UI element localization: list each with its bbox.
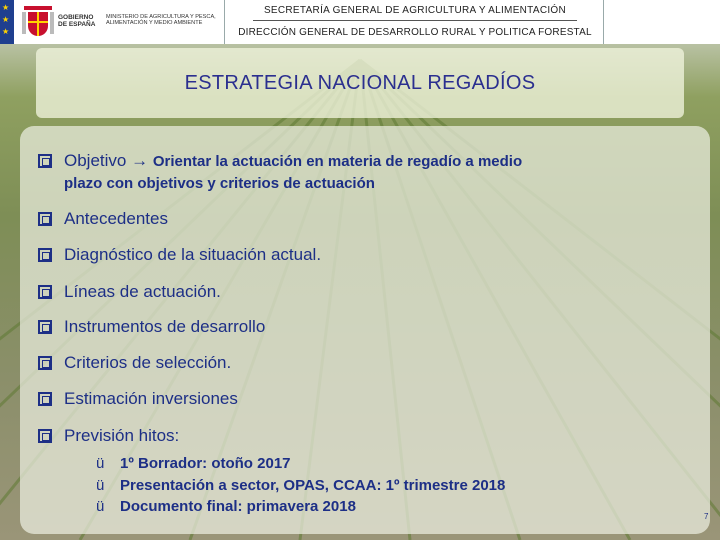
milestone-item: Presentación a sector, OPAS, CCAA: 1º trimestre 2018 — [120, 477, 506, 494]
list-item: Diagnóstico de la situación actual. — [64, 245, 322, 264]
checkmark-icon: ü — [96, 498, 105, 515]
milestone-item: 1º Borrador: otoño 2017 — [120, 455, 291, 472]
directorate-label: DIRECCIÓN GENERAL DE DESARROLLO RURAL Y POLITICA FORESTAL — [238, 27, 592, 38]
page-number: 7 — [704, 512, 709, 521]
title-box — [36, 48, 684, 118]
eu-flag-strip — [0, 0, 14, 44]
star-icon: ★ — [2, 3, 10, 12]
bullet-icon — [38, 392, 52, 406]
header-department-block — [224, 0, 604, 44]
milestone-item: Documento final: primavera 2018 — [120, 498, 356, 515]
header-divider-line — [253, 20, 577, 21]
checkmark-icon: ü — [96, 477, 105, 494]
checkmark-icon: ü — [96, 455, 105, 472]
coat-of-arms-icon — [22, 4, 54, 40]
bullet-icon — [38, 248, 52, 262]
ministry-label: MINISTERIO DE AGRICULTURA Y PESCA, ALIMENTACIÓN Y MEDIO AMBIENTE — [106, 14, 216, 27]
star-icon: ★ — [2, 15, 10, 24]
bullet-icon — [38, 154, 52, 168]
gov-label: GOBIERNO DE ESPAÑA — [58, 14, 96, 28]
list-item: Instrumentos de desarrollo — [64, 317, 266, 336]
objective-detail: Orientar la actuación en materia de regadío a medio — [152, 153, 523, 170]
bullet-icon — [38, 429, 52, 443]
bullet-icon — [38, 212, 52, 226]
secretariat-label: SECRETARÍA GENERAL DE AGRICULTURA Y ALIMENTACIÓN — [263, 5, 567, 16]
list-item — [64, 150, 522, 173]
star-icon: ★ — [2, 27, 10, 36]
header-bar — [0, 0, 720, 44]
list-item: Líneas de actuación. — [64, 282, 221, 301]
list-item: Estimación inversiones — [64, 389, 238, 408]
list-item: Criterios de selección. — [64, 353, 232, 372]
list-item: Antecedentes — [64, 209, 168, 228]
bullet-icon — [38, 285, 52, 299]
objective-label: Objetivo → — [64, 151, 149, 170]
bullet-icon — [38, 320, 52, 334]
bullet-icon — [38, 356, 52, 370]
slide-title: ESTRATEGIA NACIONAL REGADÍOS — [184, 72, 536, 94]
objective-detail-continued: plazo con objetivos y criterios de actuación — [64, 175, 375, 192]
list-item: Previsión hitos: — [64, 426, 180, 445]
